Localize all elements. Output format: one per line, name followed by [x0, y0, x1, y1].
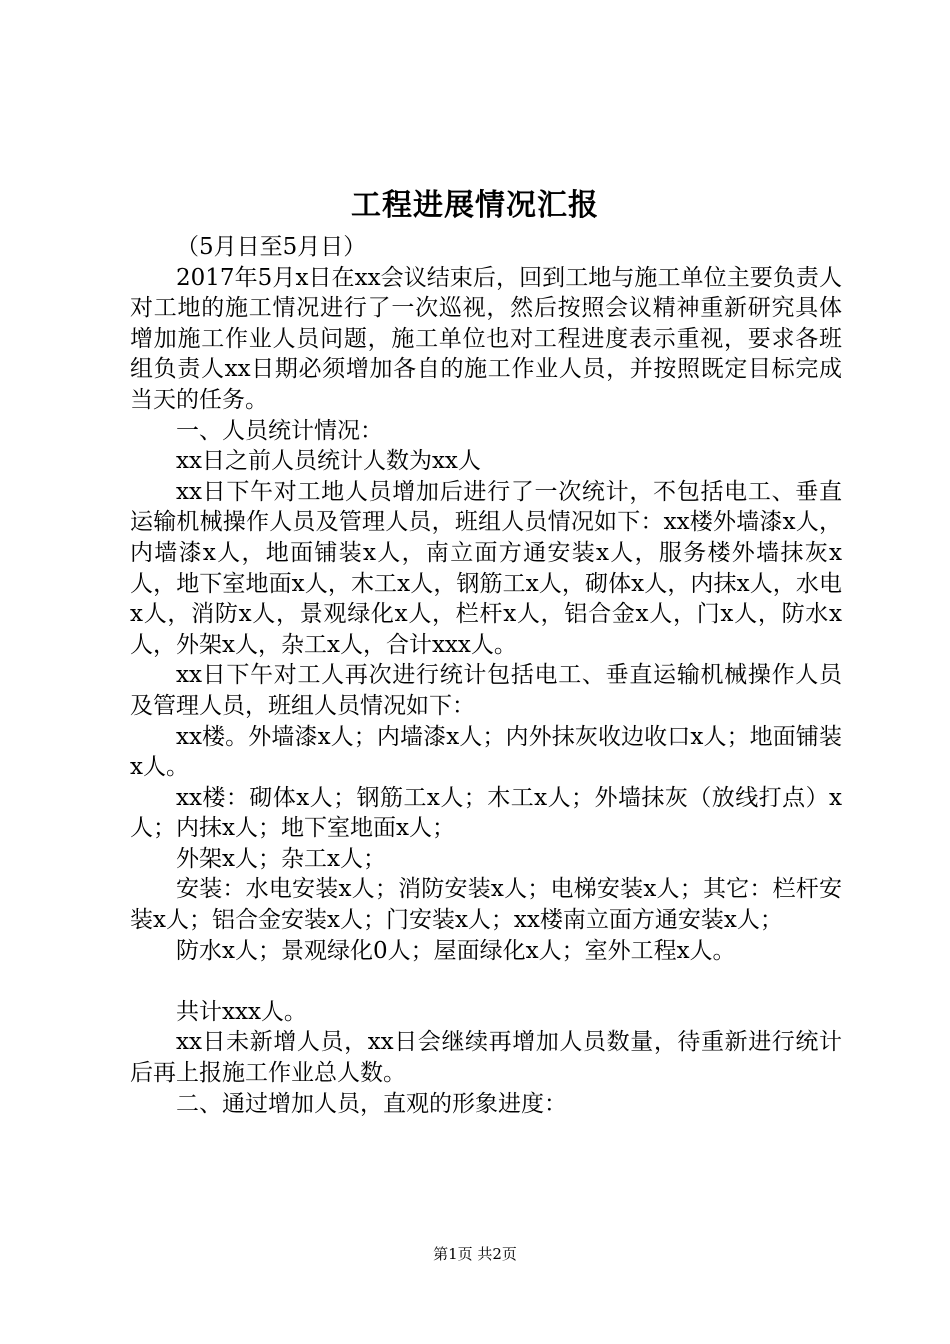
date-range-paragraph: （5月日至5月日） [176, 234, 367, 260]
intro-paragraph: 2017年5月x日在xx会议结束后，回到工地与施工单位主要负责人对工地的施工情况进行了一次巡视，然后按照会议精神重新研究具体增加施工作业人员问题，施工单位也对工程进度表示重视，要求各班组负责人xx日期必须增加各自的施工作业人员，并按照既定目标完成当天的任务。 [130, 264, 842, 413]
paragraph-waterproof: 防水x人；景观绿化0人；屋面绿化x人；室外工程x人。 [176, 937, 736, 964]
paragraph-installation: 安装：水电安装x人；消防安装x人；电梯安装x人；其它：栏杆安装x人；铝合金安装x人；门安装x人；xx楼南立面方通安装x人； [130, 876, 842, 934]
paragraph-scaffold: 外架x人；杂工x人； [176, 845, 386, 872]
page-footer: 第1页 共2页 [433, 1245, 517, 1263]
paragraph-building-b: xx楼：砌体x人；钢筋工x人；木工x人；外墙抹灰（放线打点）x人；内抹x人；地下室地面x人； [130, 784, 842, 842]
paragraph-total: 共计xxx人。 [176, 998, 307, 1025]
paragraph-next-steps: xx日未新增人员，xx日会继续再增加人员数量，待重新进行统计后再上报施工作业总人数。 [130, 1029, 842, 1087]
section-heading-personnel: 一、人员统计情况： [176, 417, 383, 444]
paragraph-previous-count: xx日之前人员统计人数为xx人 [176, 448, 481, 475]
section-heading-progress: 二、通过增加人员，直观的形象进度： [176, 1090, 567, 1117]
document-title: 工程进展情况汇报 [351, 188, 599, 223]
blank-line [130, 966, 842, 997]
paragraph-first-count: xx日下午对工地人员增加后进行了一次统计，不包括电工、垂直运输机械操作人员及管理人员，班组人员情况如下：xx楼外墙漆x人，内墙漆x人，地面铺装x人，南立面方通安装x人，服务楼外墙抹灰x人，地下室地面x人，木工x人，钢筋工x人，砌体x人，内抹x人，水电x人，消防x人，景观绿化x人，栏杆x人，铝合金x人，门x人，防水x人，外架x人，杂工x人，合计xxx人。 [130, 478, 842, 658]
paragraph-building-a: xx楼。外墙漆x人；内墙漆x人；内外抹灰收边收口x人；地面铺装x人。 [130, 723, 842, 781]
paragraph-second-count: xx日下午对工人再次进行统计包括电工、垂直运输机械操作人员及管理人员，班组人员情况如下： [130, 662, 842, 719]
document-body [130, 232, 842, 1119]
